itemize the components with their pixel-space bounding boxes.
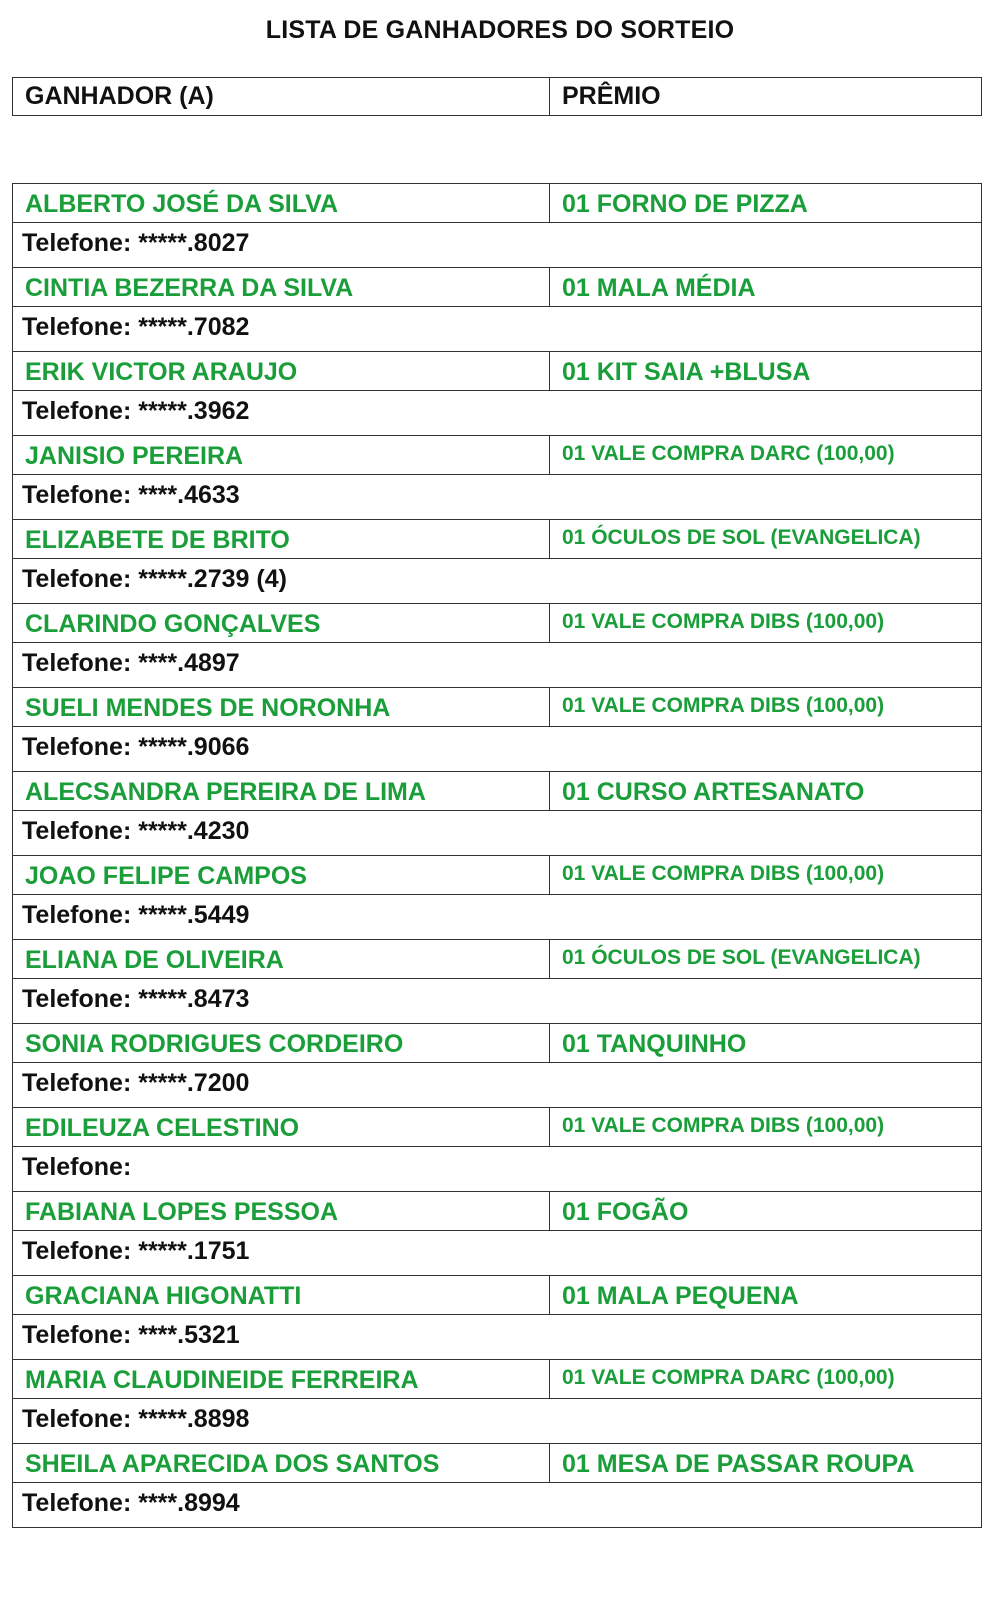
winner-name-row — [13, 520, 981, 559]
winner-name: JOAO FELIPE CAMPOS — [13, 856, 550, 894]
winner-phone: Telefone: *****.7200 — [22, 1069, 250, 1097]
winner-entry — [13, 1276, 981, 1360]
winner-entry — [13, 436, 981, 520]
winner-prize: 01 VALE COMPRA DARC (100,00) — [562, 1366, 895, 1389]
winner-name-row — [13, 856, 981, 895]
winner-name-row — [13, 184, 981, 223]
winner-prize: 01 MESA DE PASSAR ROUPA — [562, 1450, 915, 1478]
winner-phone: Telefone: ****.8994 — [22, 1489, 240, 1517]
winner-phone: Telefone: — [22, 1153, 132, 1181]
winner-name-row — [13, 688, 981, 727]
winner-prize: 01 ÓCULOS DE SOL (EVANGELICA) — [562, 946, 921, 969]
winner-prize: 01 VALE COMPRA DIBS (100,00) — [562, 610, 885, 633]
winner-entry — [13, 1108, 981, 1192]
winner-name: ERIK VICTOR ARAUJO — [13, 352, 550, 390]
winner-name: ELIANA DE OLIVEIRA — [13, 940, 550, 978]
winner-name-row — [13, 1192, 981, 1231]
winner-name: ALECSANDRA PEREIRA DE LIMA — [13, 772, 550, 810]
winner-prize: 01 ÓCULOS DE SOL (EVANGELICA) — [562, 526, 921, 549]
winner-prize: 01 VALE COMPRA DARC (100,00) — [562, 442, 895, 465]
winner-entry — [13, 268, 981, 352]
winner-entry — [13, 352, 981, 436]
winner-prize: 01 FORNO DE PIZZA — [562, 190, 808, 218]
header-winner: GANHADOR (A) — [13, 78, 550, 115]
winners-table — [12, 183, 982, 1528]
winner-name: MARIA CLAUDINEIDE FERREIRA — [13, 1360, 550, 1398]
winner-phone: Telefone: *****.8898 — [22, 1405, 250, 1433]
winner-entry — [13, 1444, 981, 1528]
winner-phone: Telefone: *****.3962 — [22, 397, 250, 425]
winner-entry — [13, 940, 981, 1024]
winner-name-row — [13, 604, 981, 643]
winner-name-row — [13, 940, 981, 979]
winner-prize: 01 FOGÃO — [562, 1198, 689, 1226]
winner-name: SUELI MENDES DE NORONHA — [13, 688, 550, 726]
winner-prize: 01 MALA PEQUENA — [562, 1282, 799, 1310]
winner-prize: 01 MALA MÉDIA — [562, 274, 756, 302]
winner-name: SONIA RODRIGUES CORDEIRO — [13, 1024, 550, 1062]
winner-name: CLARINDO GONÇALVES — [13, 604, 550, 642]
winner-phone: Telefone: ****.5321 — [22, 1321, 240, 1349]
winner-entry — [13, 1192, 981, 1276]
winner-name: SHEILA APARECIDA DOS SANTOS — [13, 1444, 550, 1482]
winner-name: GRACIANA HIGONATTI — [13, 1276, 550, 1314]
winner-prize: 01 VALE COMPRA DIBS (100,00) — [562, 694, 885, 717]
winner-name: CINTIA BEZERRA DA SILVA — [13, 268, 550, 306]
document-title: LISTA DE GANHADORES DO SORTEIO — [265, 16, 735, 44]
winner-name: EDILEUZA CELESTINO — [13, 1108, 550, 1146]
winner-name: FABIANA LOPES PESSOA — [13, 1192, 550, 1230]
winner-entry — [13, 856, 981, 940]
winner-name-row — [13, 1276, 981, 1315]
winner-prize: 01 TANQUINHO — [562, 1030, 747, 1058]
winner-entry — [13, 604, 981, 688]
winner-name: ELIZABETE DE BRITO — [13, 520, 550, 558]
winner-entry — [13, 1360, 981, 1444]
winner-name-row — [13, 352, 981, 391]
winner-name-row — [13, 1360, 981, 1399]
winner-phone: Telefone: *****.4230 — [22, 817, 250, 845]
winner-name-row — [13, 772, 981, 811]
winner-prize: 01 KIT SAIA +BLUSA — [562, 358, 811, 386]
winner-prize: 01 CURSO ARTESANATO — [562, 778, 865, 806]
header-table — [12, 77, 982, 116]
winner-name-row — [13, 1024, 981, 1063]
winner-entry — [13, 520, 981, 604]
winner-phone: Telefone: *****.2739 (4) — [22, 565, 287, 593]
winner-name-row — [13, 1444, 981, 1483]
winner-phone: Telefone: *****.1751 — [22, 1237, 250, 1265]
winner-entry — [13, 1024, 981, 1108]
winner-entry — [13, 184, 981, 268]
winner-phone: Telefone: *****.8027 — [22, 229, 250, 257]
winner-phone: Telefone: ****.4897 — [22, 649, 240, 677]
winner-name-row — [13, 268, 981, 307]
winner-name: JANISIO PEREIRA — [13, 436, 550, 474]
winner-phone: Telefone: *****.9066 — [22, 733, 250, 761]
winner-entry — [13, 772, 981, 856]
winner-name-row — [13, 436, 981, 475]
winner-phone: Telefone: *****.8473 — [22, 985, 250, 1013]
winner-phone: Telefone: *****.7082 — [22, 313, 250, 341]
winner-prize: 01 VALE COMPRA DIBS (100,00) — [562, 1114, 885, 1137]
winner-prize: 01 VALE COMPRA DIBS (100,00) — [562, 862, 885, 885]
winner-entry — [13, 688, 981, 772]
winner-phone: Telefone: *****.5449 — [22, 901, 250, 929]
winner-name: ALBERTO JOSÉ DA SILVA — [13, 184, 550, 222]
header-prize: PRÊMIO — [562, 82, 661, 110]
winner-phone: Telefone: ****.4633 — [22, 481, 240, 509]
winner-name-row — [13, 1108, 981, 1147]
